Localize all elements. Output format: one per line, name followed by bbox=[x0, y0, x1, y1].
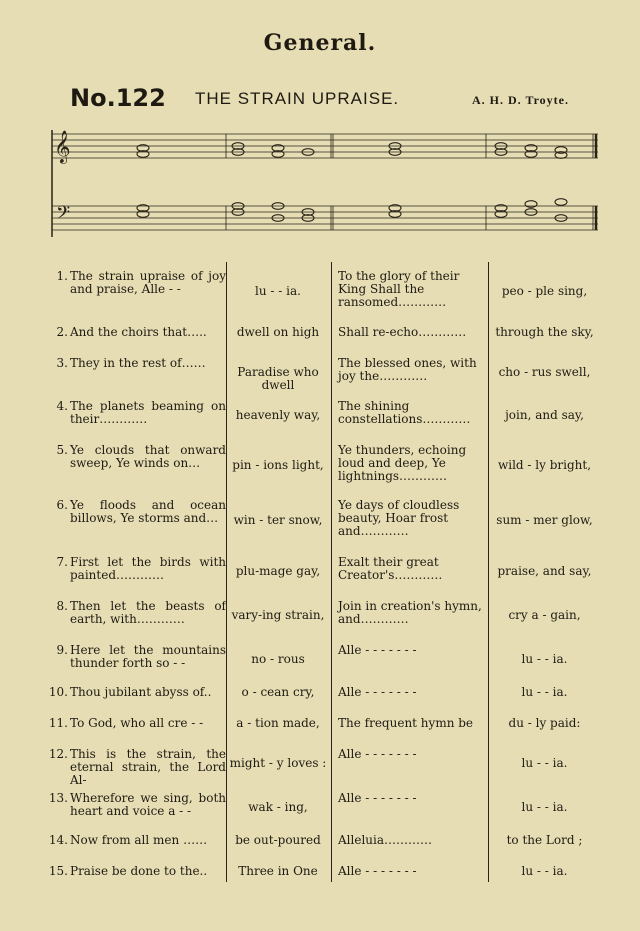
verse-text-d: lu - - ia. bbox=[521, 799, 568, 814]
verse-text-d: lu - - ia. bbox=[521, 864, 568, 878]
verse-row bbox=[46, 400, 601, 430]
verse-row bbox=[46, 444, 601, 486]
verse-row bbox=[46, 326, 601, 344]
verse-text-d: lu - - ia. bbox=[521, 755, 568, 770]
hymn-title: THE STRAIN UPRAISE. bbox=[195, 89, 400, 108]
verse-text-c: The frequent hymn be bbox=[338, 716, 474, 730]
section-header: General. bbox=[263, 30, 377, 56]
verse-text-a: This is the strain, the eternal strain, the Lord Al- bbox=[70, 747, 226, 787]
verse-text-a: And the choirs that….. bbox=[70, 325, 207, 339]
verse-text-b: wak - ing, bbox=[248, 799, 308, 814]
verse-text-a: Thou jubilant abyss of.. bbox=[70, 685, 212, 699]
verse-text-b: heavenly way, bbox=[235, 407, 321, 422]
verse-text-d: peo - ple sing, bbox=[501, 283, 588, 298]
verse-text-c: Join in creation's hymn, and………… bbox=[338, 599, 482, 626]
verse-number: 12. bbox=[48, 747, 68, 761]
hymn-number: No.122 bbox=[70, 84, 166, 112]
verse-number: 5. bbox=[56, 443, 68, 457]
verse-text-d: praise, and say, bbox=[497, 563, 592, 578]
verse-text-c: To the glory of their King Shall the ransomed………… bbox=[338, 269, 460, 309]
music-score bbox=[46, 122, 601, 244]
verse-text-a: Wherefore we sing, both heart and voice a - - bbox=[70, 791, 226, 818]
verse-text-b: a - tion made, bbox=[236, 716, 320, 730]
verse-text-c: Shall re-echo………… bbox=[338, 325, 467, 339]
verse-row bbox=[46, 717, 601, 735]
verse-number: 3. bbox=[56, 356, 68, 370]
verse-text-c: Alle - - - - - - - bbox=[338, 643, 417, 657]
verse-text-c: Exalt their great Creator's………… bbox=[338, 555, 443, 582]
verse-text-a: The planets beaming on their………… bbox=[70, 399, 226, 426]
verse-row bbox=[46, 644, 601, 674]
verse-text-b: might - y loves : bbox=[229, 755, 327, 770]
verse-text-d: du - ly paid: bbox=[508, 716, 581, 730]
verse-text-c: Alle - - - - - - - bbox=[338, 685, 417, 699]
verse-text-b: Paradise who dwell bbox=[237, 364, 319, 392]
verse-text-c: Ye thunders, echoing loud and deep, Ye lightnings………… bbox=[338, 443, 467, 483]
verse-text-c: Ye days of cloudless beauty, Hoar frost and………… bbox=[338, 498, 460, 538]
verse-number: 2. bbox=[56, 325, 68, 339]
verse-text-d: cho - rus swell, bbox=[498, 364, 591, 379]
verse-number: 14. bbox=[48, 833, 68, 847]
verse-text-b: no - rous bbox=[251, 651, 305, 666]
verse-text-a: Ye floods and ocean billows, Ye storms and… bbox=[70, 498, 226, 525]
verse-text-d: cry a - gain, bbox=[508, 607, 581, 622]
verse-text-a: Praise be done to the.. bbox=[70, 864, 208, 878]
verse-text-d: to the Lord ; bbox=[506, 833, 583, 847]
verse-text-d: lu - - ia. bbox=[521, 651, 568, 666]
verse-text-a: Now from all men …… bbox=[70, 833, 208, 847]
verse-text-c: Alle - - - - - - - bbox=[338, 791, 417, 805]
verse-number: 10. bbox=[48, 685, 68, 699]
verse-text-b: be out-poured bbox=[235, 833, 321, 847]
verse-text-b: o - cean cry, bbox=[241, 685, 315, 699]
verse-text-d: sum - mer glow, bbox=[496, 512, 593, 527]
verse-number: 1. bbox=[56, 269, 68, 283]
verse-text-a: Ye clouds that onward sweep, Ye winds on… bbox=[70, 443, 226, 470]
verse-text-a: First let the birds with painted………… bbox=[70, 555, 226, 582]
verse-text-c: Alleluia………… bbox=[338, 833, 433, 847]
verse-text-c: The blessed ones, with joy the………… bbox=[338, 356, 477, 383]
verse-text-b: Three in One bbox=[238, 864, 318, 878]
verse-number: 9. bbox=[56, 643, 68, 657]
verse-row bbox=[46, 356, 601, 392]
verse-text-a: Here let the mountains thunder forth so - - bbox=[70, 643, 226, 670]
verse-text-c: The shining constellations………… bbox=[338, 399, 471, 426]
verse-text-a: The strain upraise of joy and praise, Alle - - bbox=[70, 269, 226, 296]
svg-text:𝄞: 𝄞 bbox=[54, 130, 71, 163]
verse-text-b: dwell on high bbox=[236, 325, 320, 339]
verse-text-c: Alle - - - - - - - bbox=[338, 864, 417, 878]
verse-row bbox=[46, 556, 601, 586]
verse-row bbox=[46, 834, 601, 852]
verse-row bbox=[46, 865, 601, 883]
verse-text-d: through the sky, bbox=[495, 325, 594, 339]
verse-row bbox=[46, 747, 601, 787]
verse-text-a: To God, who all cre - - bbox=[70, 716, 204, 730]
verse-row bbox=[46, 270, 601, 312]
verse-number: 11. bbox=[48, 716, 68, 730]
verse-text-c: Alle - - - - - - - bbox=[338, 747, 417, 761]
verse-text-a: They in the rest of…… bbox=[70, 356, 206, 370]
verse-number: 4. bbox=[56, 399, 68, 413]
verse-text-d: wild - ly bright, bbox=[497, 457, 592, 472]
verse-text-b: plu-mage gay, bbox=[235, 563, 321, 578]
verse-row bbox=[46, 499, 601, 541]
verse-number: 8. bbox=[56, 599, 68, 613]
verse-text-b: lu - - ia. bbox=[255, 283, 301, 298]
verse-text-d: join, and say, bbox=[505, 407, 584, 422]
hymn-title-bar bbox=[70, 84, 600, 114]
verse-text-b: pin - ions light, bbox=[232, 457, 324, 472]
hymn-composer: A. H. D. Troyte. bbox=[472, 93, 569, 107]
verse-text-a: Then let the beasts of earth, with………… bbox=[70, 599, 226, 626]
verse-row bbox=[46, 792, 601, 822]
verse-number: 6. bbox=[56, 498, 68, 512]
verse-row bbox=[46, 600, 601, 630]
verse-text-b: vary-ing strain, bbox=[231, 607, 325, 622]
verse-text-b: win - ter snow, bbox=[233, 512, 323, 527]
verse-row bbox=[46, 686, 601, 704]
svg-text:𝄢: 𝄢 bbox=[56, 203, 71, 228]
verse-table bbox=[46, 262, 601, 890]
verse-number: 7. bbox=[56, 555, 68, 569]
verse-text-d: lu - - ia. bbox=[521, 685, 568, 699]
verse-number: 15. bbox=[48, 864, 68, 878]
verse-number: 13. bbox=[48, 791, 68, 805]
